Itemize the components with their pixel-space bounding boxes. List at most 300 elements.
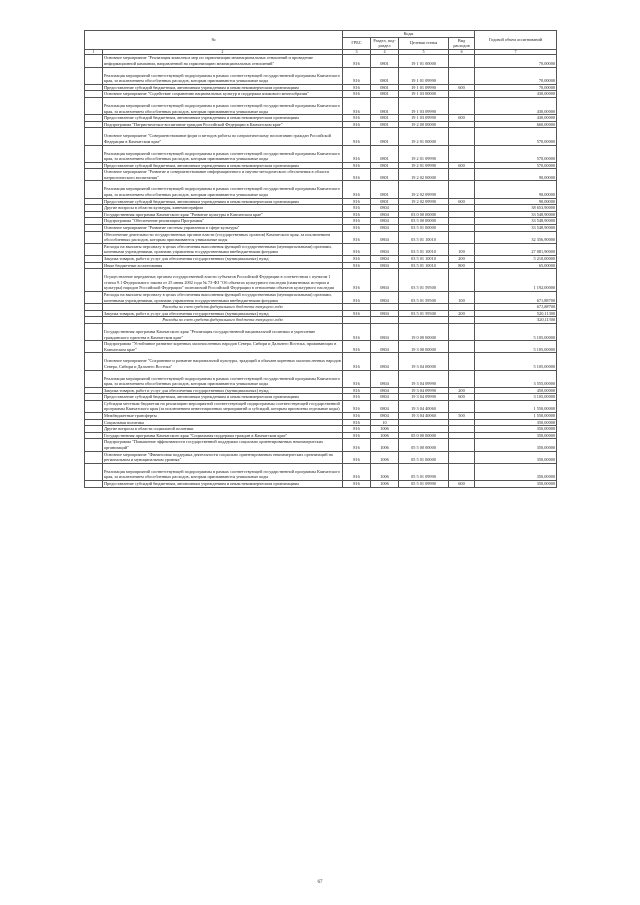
cell-cs: 05 5 00 00000	[399, 439, 449, 451]
cell-num	[85, 262, 103, 269]
cell-num	[85, 211, 103, 218]
cell-vr	[449, 128, 475, 145]
cell-name: Расходы за счет средств федерального бюджета текущего года	[103, 304, 343, 311]
cell-vr	[449, 169, 475, 181]
cell-num	[85, 317, 103, 324]
cell-num	[85, 304, 103, 311]
cell-grbs: 816	[343, 291, 371, 303]
cell-vr	[449, 323, 475, 340]
cell-num	[85, 97, 103, 114]
cell-razdel: 0801	[371, 145, 399, 162]
table-row	[85, 419, 557, 426]
cell-vr: 600	[449, 84, 475, 91]
table-row	[85, 269, 557, 292]
cell-razdel: 1006	[371, 439, 399, 451]
table-row	[85, 84, 557, 91]
cell-vr	[449, 419, 475, 426]
cell-cs: 03 5 01 10010	[399, 231, 449, 243]
cell-cs	[399, 205, 449, 212]
cell-num	[85, 205, 103, 212]
table-row	[85, 463, 557, 480]
cell-amount: 430,00000	[475, 97, 557, 114]
cell-razdel: 0804	[371, 310, 399, 317]
note-row	[85, 317, 557, 324]
cell-razdel: 0801	[371, 97, 399, 114]
cell-razdel: 0801	[371, 67, 399, 84]
cell-grbs: 816	[343, 145, 371, 162]
cell-name: Расходы на выплаты персоналу в целях обеспечения выполнения функций государственными (муниципальными) органами, казенными учреждениями, органами управления государственными внебюджетными фондами	[103, 243, 343, 255]
cell-grbs: 816	[343, 91, 371, 98]
cell-razdel: 0804	[371, 231, 399, 243]
cell-razdel: 0804	[371, 291, 399, 303]
cell-cs: 03 5 01 10010	[399, 256, 449, 263]
cell-name: Основное мероприятие "Сохранение и развитие национальной культуры, традиций и обычаев коренных малочисленных народов Севера, Сибири и Дальнего Востока"	[103, 353, 343, 370]
cell-amount: 5 210,00000	[475, 256, 557, 263]
cell-vr: 800	[449, 262, 475, 269]
cell-vr	[449, 451, 475, 463]
cell-vr	[449, 426, 475, 433]
cell-razdel: 0804	[371, 205, 399, 212]
table-row	[85, 394, 557, 401]
cell-amount: 350,00000	[475, 481, 557, 488]
cell-amount: 520,11300	[475, 317, 557, 324]
cell-name: Государственная программа Камчатского края "Социальная поддержка граждан в Камчатском крае"	[103, 432, 343, 439]
cell-grbs	[343, 317, 371, 324]
colnum: 4	[371, 49, 399, 55]
cell-cs: 19 0 00 00000	[399, 323, 449, 340]
cell-cs: 19 3 04 09990	[399, 370, 449, 387]
cell-vr	[449, 91, 475, 98]
cell-num	[85, 387, 103, 394]
cell-cs: 19 2 01 09990	[399, 162, 449, 169]
table-row	[85, 225, 557, 232]
cell-amount: 520,11300	[475, 310, 557, 317]
cell-amount: 660,00000	[475, 121, 557, 128]
cell-razdel: 0804	[371, 211, 399, 218]
cell-cs: 19 3 04 40060	[399, 400, 449, 412]
cell-name: Основное мероприятие "Развитие и совершенствование информационного и научно-методического обеспечения в области патриотического воспитания"	[103, 169, 343, 181]
table-row	[85, 310, 557, 317]
cell-num	[85, 310, 103, 317]
cell-cs	[399, 426, 449, 433]
cell-amount: 450,00000	[475, 387, 557, 394]
cell-cs: 05 5 01 00000	[399, 451, 449, 463]
cell-grbs: 816	[343, 84, 371, 91]
table-row	[85, 121, 557, 128]
cell-name: Предоставление субсидий бюджетным, автономным учреждениям и иным некоммерческим организациям	[103, 481, 343, 488]
cell-amount: 3 555,00000	[475, 370, 557, 387]
cell-razdel: 1006	[371, 463, 399, 480]
cell-num	[85, 256, 103, 263]
cell-cs: 05 5 01 09990	[399, 481, 449, 488]
cell-vr: 100	[449, 243, 475, 255]
cell-amount: 5 105,00000	[475, 353, 557, 370]
cell-name: Другие вопросы в области культуры, кинематографии	[103, 205, 343, 212]
cell-amount: 430,00000	[475, 91, 557, 98]
cell-num	[85, 370, 103, 387]
cell-grbs: 816	[343, 162, 371, 169]
cell-razdel: 0801	[371, 169, 399, 181]
cell-vr	[449, 269, 475, 292]
cell-razdel: 1006	[371, 426, 399, 433]
cell-grbs: 816	[343, 67, 371, 84]
cell-cs	[399, 304, 449, 311]
cell-razdel: 0804	[371, 400, 399, 412]
table-row	[85, 145, 557, 162]
cell-razdel: 0801	[371, 55, 399, 67]
cell-name: Закупка товаров, работ и услуг для обеспечения государственных (муниципальных) нужд	[103, 310, 343, 317]
cell-vr	[449, 97, 475, 114]
cell-grbs: 816	[343, 439, 371, 451]
cell-amount: 350,00000	[475, 451, 557, 463]
cell-grbs: 816	[343, 310, 371, 317]
cell-razdel: 0804	[371, 394, 399, 401]
budget-table	[84, 30, 557, 488]
cell-vr	[449, 231, 475, 243]
cell-num	[85, 353, 103, 370]
table-row	[85, 115, 557, 122]
cell-amount: 350,00000	[475, 439, 557, 451]
cell-name: Подпрограмма "Обеспечение реализации Программы"	[103, 218, 343, 225]
cell-vr	[449, 353, 475, 370]
table-row	[85, 198, 557, 205]
cell-num	[85, 400, 103, 412]
colnum: 6	[449, 49, 475, 55]
cell-razdel: 0801	[371, 91, 399, 98]
cell-num	[85, 426, 103, 433]
cell-grbs: 816	[343, 225, 371, 232]
cell-name: Основное мероприятие "Развитие системы управления в сфере культуры"	[103, 225, 343, 232]
cell-num	[85, 121, 103, 128]
cell-grbs: 816	[343, 128, 371, 145]
cell-name: Межбюджетные трансферты	[103, 413, 343, 420]
header-codes: Коды	[343, 31, 475, 38]
table-row	[85, 291, 557, 303]
cell-name: Расходы на выплаты персоналу в целях обеспечения выполнения функций государственными (муниципальными) органами, казенными учреждениями, органами управления государственными внебюджетными фондами	[103, 291, 343, 303]
cell-name: Закупка товаров, работ и услуг для обеспечения государственных (муниципальных) нужд	[103, 256, 343, 263]
cell-grbs: 816	[343, 481, 371, 488]
cell-amount: 570,00000	[475, 145, 557, 162]
cell-name: Реализация мероприятий соответствующей подпрограммы в рамках соответствующей государственной программы Камчатского края, за исключением обособленных расходов, которым присваиваются уникальные коды	[103, 370, 343, 387]
header-vr: Вид расходов	[449, 37, 475, 49]
budget-document	[84, 30, 556, 488]
table-row	[85, 370, 557, 387]
cell-razdel: 0804	[371, 269, 399, 292]
cell-num	[85, 243, 103, 255]
cell-amount: 70,00000	[475, 67, 557, 84]
cell-vr	[449, 304, 475, 311]
table-row	[85, 426, 557, 433]
table-row	[85, 181, 557, 198]
cell-num	[85, 162, 103, 169]
cell-amount: 350,00000	[475, 426, 557, 433]
cell-cs: 03 5 01 10010	[399, 262, 449, 269]
cell-num	[85, 169, 103, 181]
cell-razdel: 1006	[371, 481, 399, 488]
cell-name: Реализация мероприятий соответствующей подпрограммы в рамках соответствующей государственной программы Камчатского края, за исключением обособленных расходов, которым присваиваются уникальные коды	[103, 67, 343, 84]
cell-grbs: 816	[343, 419, 371, 426]
cell-amount: 90,00000	[475, 181, 557, 198]
table-row	[85, 243, 557, 255]
table-row	[85, 91, 557, 98]
cell-cs: 19 2 02 00000	[399, 169, 449, 181]
table-row	[85, 400, 557, 412]
cell-name: Расходы за счет средств федерального бюджета текущего года	[103, 317, 343, 324]
cell-grbs	[343, 304, 371, 311]
cell-amount: 350,00000	[475, 463, 557, 480]
cell-num	[85, 115, 103, 122]
cell-cs: 19 1 03 09990	[399, 115, 449, 122]
cell-num	[85, 91, 103, 98]
cell-grbs: 816	[343, 218, 371, 225]
cell-num	[85, 341, 103, 353]
cell-vr: 200	[449, 310, 475, 317]
cell-cs: 03 5 01 59500	[399, 291, 449, 303]
cell-amount: 430,00000	[475, 115, 557, 122]
cell-vr: 100	[449, 291, 475, 303]
cell-amount: 38 653,90000	[475, 205, 557, 212]
cell-cs	[399, 317, 449, 324]
cell-vr: 600	[449, 198, 475, 205]
cell-amount: 570,00000	[475, 162, 557, 169]
header-grbs: ГРБС	[343, 37, 371, 49]
cell-razdel	[371, 317, 399, 324]
cell-num	[85, 231, 103, 243]
cell-amount: 5 105,00000	[475, 323, 557, 340]
cell-num	[85, 128, 103, 145]
cell-razdel: 0801	[371, 121, 399, 128]
cell-amount: 1 192,00000	[475, 269, 557, 292]
table-row	[85, 162, 557, 169]
table-header	[85, 31, 557, 55]
cell-razdel: 0801	[371, 181, 399, 198]
cell-amount: 90,00000	[475, 198, 557, 205]
cell-name: Основное мероприятие "Содействие сохранению национальных культур и поддержка языкового многообразия"	[103, 91, 343, 98]
cell-grbs: 816	[343, 387, 371, 394]
cell-num	[85, 451, 103, 463]
cell-cs: 03 5 01 10010	[399, 243, 449, 255]
cell-num	[85, 481, 103, 488]
cell-name: Предоставление субсидий бюджетным, автономным учреждениям и иным некоммерческим организациям	[103, 394, 343, 401]
cell-vr	[449, 211, 475, 218]
cell-cs: 03 5 01 59500	[399, 269, 449, 292]
cell-grbs: 816	[343, 353, 371, 370]
table-row	[85, 451, 557, 463]
table-row	[85, 256, 557, 263]
cell-vr	[449, 145, 475, 162]
cell-name: Реализация мероприятий соответствующей подпрограммы в рамках соответствующей государственной программы Камчатского края, за исключением обособленных расходов, которым присваиваются уникальные коды	[103, 181, 343, 198]
cell-cs	[399, 419, 449, 426]
cell-name: Реализация мероприятий соответствующей подпрограммы в рамках соответствующей государственной программы Камчатского края, за исключением обособленных расходов, которым присваиваются уникальные коды	[103, 97, 343, 114]
cell-name: Подпрограмма "Устойчивое развитие коренных малочисленных народов Севера, Сибири и Дальнего Востока, проживающих в Камчатском крае"	[103, 341, 343, 353]
cell-cs: 19 2 02 09990	[399, 198, 449, 205]
cell-vr	[449, 400, 475, 412]
cell-cs: 05 5 01 09990	[399, 463, 449, 480]
table-row	[85, 211, 557, 218]
table-row	[85, 353, 557, 370]
cell-cs: 03 5 01 00000	[399, 225, 449, 232]
cell-amount: 570,00000	[475, 128, 557, 145]
table-row	[85, 231, 557, 243]
table-row	[85, 205, 557, 212]
cell-razdel: 0804	[371, 225, 399, 232]
cell-name: Предоставление субсидий бюджетным, автономным учреждениям и иным некоммерческим организациям	[103, 115, 343, 122]
cell-grbs: 816	[343, 269, 371, 292]
cell-amount: 33 548,90000	[475, 225, 557, 232]
cell-amount: 70,00000	[475, 55, 557, 67]
cell-name: Реализация мероприятий соответствующей подпрограммы в рамках соответствующей государственной программы Камчатского края, за исключением обособленных расходов, которым присваиваются уникальные коды	[103, 463, 343, 480]
cell-grbs: 816	[343, 400, 371, 412]
cell-name: Предоставление субсидий бюджетным, автономным учреждениям и иным некоммерческим организациям	[103, 198, 343, 205]
cell-amount: 350,00000	[475, 432, 557, 439]
cell-amount: 90,00000	[475, 169, 557, 181]
table-row	[85, 262, 557, 269]
cell-num	[85, 323, 103, 340]
cell-vr	[449, 218, 475, 225]
cell-vr: 600	[449, 394, 475, 401]
colnum: 7	[475, 49, 557, 55]
cell-vr	[449, 370, 475, 387]
cell-grbs: 816	[343, 121, 371, 128]
cell-num	[85, 394, 103, 401]
cell-name: Реализация мероприятий соответствующей подпрограммы в рамках соответствующей государственной программы Камчатского края, за исключением обособленных расходов, которым присваиваются уникальные коды	[103, 145, 343, 162]
cell-grbs: 816	[343, 451, 371, 463]
cell-name: Подпрограмма "Патриотическое воспитание граждан Российской Федерации в Камчатском крае"	[103, 121, 343, 128]
table-row	[85, 128, 557, 145]
table-body	[85, 55, 557, 487]
cell-vr	[449, 181, 475, 198]
cell-amount: 33 548,90000	[475, 211, 557, 218]
cell-num	[85, 55, 103, 67]
cell-vr: 200	[449, 387, 475, 394]
cell-razdel: 0804	[371, 387, 399, 394]
cell-grbs: 816	[343, 262, 371, 269]
cell-cs: 19 2 01 09990	[399, 145, 449, 162]
cell-razdel	[371, 304, 399, 311]
cell-vr: 600	[449, 162, 475, 169]
cell-grbs: 816	[343, 463, 371, 480]
cell-num	[85, 463, 103, 480]
cell-razdel: 0801	[371, 128, 399, 145]
cell-razdel: 0804	[371, 341, 399, 353]
cell-name: Основное мероприятие "Финансовая поддержка деятельности социально ориентированных некоммерческих организаций на региональном и муниципальном уровнях"	[103, 451, 343, 463]
cell-name: Основное мероприятие "Совершенствование форм и методов работы по патриотическому воспитанию граждан Российской Федерации в Камчатском крае"	[103, 128, 343, 145]
cell-vr: 500	[449, 413, 475, 420]
cell-razdel: 0804	[371, 323, 399, 340]
cell-cs: 19 3 04 40060	[399, 413, 449, 420]
cell-razdel: 1006	[371, 451, 399, 463]
cell-razdel: 0801	[371, 162, 399, 169]
cell-amount: 32 356,90000	[475, 231, 557, 243]
cell-vr: 600	[449, 481, 475, 488]
cell-vr	[449, 439, 475, 451]
cell-num	[85, 145, 103, 162]
cell-razdel: 0804	[371, 256, 399, 263]
cell-razdel: 0804	[371, 413, 399, 420]
cell-cs: 19 3 04 09990	[399, 387, 449, 394]
cell-num	[85, 67, 103, 84]
table-row	[85, 439, 557, 451]
note-row	[85, 304, 557, 311]
header-cs: Целевая статья	[399, 37, 449, 49]
cell-cs: 19 1 03 00000	[399, 91, 449, 98]
cell-amount: 70,00000	[475, 84, 557, 91]
cell-name: Осуществление переданных органам государственной власти субъектов Российской Федерации в соответствии с пунктом 1 статьи 9.1 Федерального закона от 25 июня 2002 года № 73-ФЗ "Об объектах культурного наследия (памятниках истории и культуры) народов Российской Федерации" полномочий Российской Федерации в отношении объектов культурного наследия	[103, 269, 343, 292]
cell-razdel: 0804	[371, 218, 399, 225]
cell-vr	[449, 205, 475, 212]
cell-razdel: 0804	[371, 353, 399, 370]
cell-name: Субсидии местным бюджетам на реализацию мероприятий соответствующей подпрограммы соответствующей государственной программы Камчатского края (за исключением инвестиционных мероприятий и субсидий, которым присвоены отдельные коды)	[103, 400, 343, 412]
cell-cs: 05 0 00 00000	[399, 432, 449, 439]
cell-name: Предоставление субсидий бюджетным, автономным учреждениям и иным некоммерческим организациям	[103, 84, 343, 91]
cell-vr: 600	[449, 115, 475, 122]
cell-num	[85, 269, 103, 292]
cell-cs: 19 3 04 09990	[399, 394, 449, 401]
cell-name: Основное мероприятие "Реализация комплекса мер по гармонизации межнациональных отношений и проведение информационной кампании, направленной на гармонизацию межнациональных отношений"	[103, 55, 343, 67]
cell-grbs: 816	[343, 181, 371, 198]
cell-cs: 03 5 00 00000	[399, 218, 449, 225]
cell-name: Государственная программа Камчатского края "Развитие культуры в Камчатском крае"	[103, 211, 343, 218]
cell-grbs: 816	[343, 394, 371, 401]
table-row	[85, 169, 557, 181]
colnum: 1	[85, 49, 103, 55]
cell-num	[85, 84, 103, 91]
cell-razdel: 10	[371, 419, 399, 426]
cell-amount: 65,00000	[475, 262, 557, 269]
cell-cs: 19 1 03 09990	[399, 97, 449, 114]
colnum: 5	[399, 49, 449, 55]
cell-num	[85, 181, 103, 198]
cell-grbs: 816	[343, 323, 371, 340]
cell-razdel: 0801	[371, 84, 399, 91]
cell-cs: 19 2 01 00000	[399, 128, 449, 145]
cell-grbs: 816	[343, 413, 371, 420]
cell-amount: 671,88700	[475, 291, 557, 303]
cell-cs: 19 3 04 00000	[399, 353, 449, 370]
cell-grbs: 816	[343, 426, 371, 433]
colnum: 2	[103, 49, 343, 55]
header-razdel: Раздел, под-раздел	[371, 37, 399, 49]
cell-vr	[449, 121, 475, 128]
table-row	[85, 413, 557, 420]
cell-name: Социальная политика	[103, 419, 343, 426]
table-row	[85, 55, 557, 67]
cell-grbs: 816	[343, 97, 371, 114]
cell-grbs: 816	[343, 432, 371, 439]
cell-grbs: 816	[343, 55, 371, 67]
table-row	[85, 481, 557, 488]
cell-cs: 19 2 02 09990	[399, 181, 449, 198]
cell-grbs: 816	[343, 115, 371, 122]
cell-amount: 33 548,90000	[475, 218, 557, 225]
cell-amount: 1 550,00000	[475, 413, 557, 420]
cell-num	[85, 198, 103, 205]
header-amount: Годовой объем ассигнований	[475, 31, 557, 50]
colnum: 3	[343, 49, 371, 55]
cell-vr	[449, 432, 475, 439]
cell-num	[85, 218, 103, 225]
cell-name: Другие вопросы в области социальной политики	[103, 426, 343, 433]
cell-amount: 3 105,00000	[475, 394, 557, 401]
cell-name: Иные бюджетные ассигнования	[103, 262, 343, 269]
cell-vr	[449, 317, 475, 324]
cell-cs: 19 1 01 09990	[399, 84, 449, 91]
cell-razdel: 0801	[371, 198, 399, 205]
cell-vr	[449, 67, 475, 84]
table-row	[85, 387, 557, 394]
cell-name: Подпрограмма "Повышение эффективности государственной поддержки социально ориентированных некоммерческих организаций"	[103, 439, 343, 451]
cell-num	[85, 413, 103, 420]
